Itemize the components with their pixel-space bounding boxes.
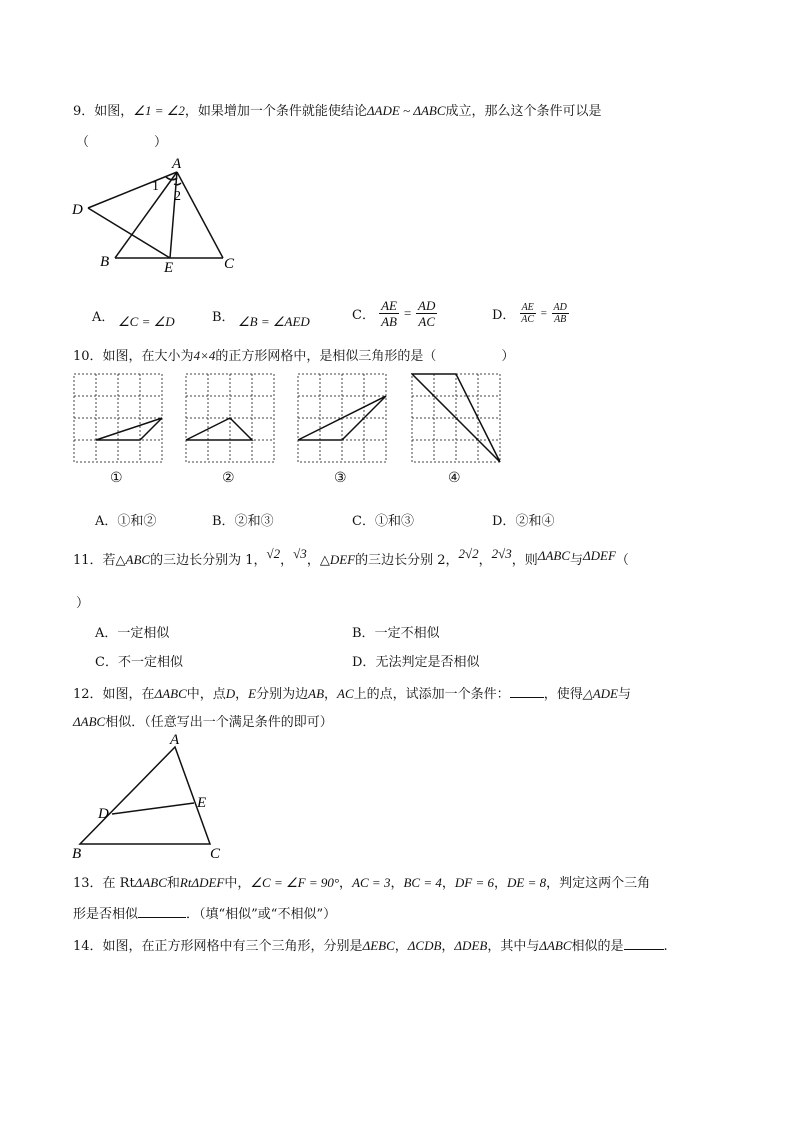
label-e: E	[197, 795, 207, 811]
angle-condition: ∠1 = ∠2	[133, 103, 185, 118]
answer-blank[interactable]	[138, 917, 186, 918]
q11-option-c[interactable]: C．不一定相似	[95, 655, 183, 670]
q10-grid-1	[73, 373, 165, 465]
answer-blank[interactable]	[624, 949, 664, 950]
q10-grid-4	[411, 373, 503, 465]
fraction-ad-ac: $\frac{AD}{AC}$	[418, 298, 436, 329]
label-c: C	[224, 256, 235, 272]
question-number: 14．	[73, 939, 103, 954]
q10-option-b[interactable]: B．②和③	[212, 514, 274, 529]
q10-caption-1: ①	[110, 470, 123, 486]
q9-option-d[interactable]: D． $\frac{AE}{AC}$ = $\frac{AD}{AB}$	[492, 302, 567, 325]
q10-caption-4: ④	[448, 470, 461, 486]
grid-size: 4×4	[193, 348, 216, 363]
q12-figure	[60, 732, 230, 862]
q14-stem: 14．如图，在正方形网格中有三个三角形，分别是ΔEBC，ΔCDB，ΔDEB，其中与ΔABC相似的是 .	[73, 938, 668, 954]
label-b: B	[72, 846, 82, 862]
label-a: A	[170, 732, 180, 748]
label-e: E	[164, 260, 174, 276]
q10-caption-3: ③	[334, 470, 347, 486]
q11-option-a[interactable]: A．一定相似	[95, 626, 170, 641]
q10-triangle-2	[186, 418, 252, 440]
segment-de	[112, 803, 194, 814]
sqrt-2: √2	[266, 546, 281, 561]
q11-option-d[interactable]: D．无法判定是否相似	[352, 655, 480, 670]
label-c: C	[210, 846, 221, 862]
q9-option-b[interactable]: B．	[212, 310, 235, 325]
question-number: 9．	[73, 104, 95, 119]
q10-grid-3	[297, 373, 389, 465]
q11-option-b[interactable]: B．一定不相似	[352, 626, 440, 641]
q9-answer-paren: （ ）	[76, 135, 168, 150]
two-sqrt-2: 2√2	[458, 546, 479, 561]
q13-stem-line2: 形是否相似 ．（填“相似”或“不相似”）	[73, 907, 337, 922]
question-number: 12．	[73, 687, 103, 702]
q12-stem-line1: 12．如图，在ΔABC中，点D，E分别为边AB，AC上的点，试添加一个条件： ，使得△ADE与	[73, 686, 631, 702]
similarity-conclusion: ΔADE ~ ΔABC	[366, 103, 446, 118]
q9-option-a-text: ∠C = ∠D	[118, 314, 175, 329]
q12-stem-line2: ΔABC相似．（任意写出一个满足条件的即可）	[73, 714, 333, 730]
angle-2-arc	[174, 183, 181, 185]
question-number: 10．	[73, 349, 103, 364]
q9-option-c[interactable]: C． $\frac{AE}{AB}$ = $\frac{AD}{AC}$	[352, 298, 436, 329]
label-angle-2: 2	[174, 189, 181, 204]
label-d: D	[72, 202, 83, 218]
fraction-ae-ac: $\frac{AE}{AC}$	[521, 302, 535, 325]
fraction-ae-ab: $\frac{AE}{AB}$	[381, 298, 397, 329]
q10-option-d[interactable]: D．②和④	[492, 514, 555, 529]
q10-triangle-1	[96, 418, 162, 440]
two-sqrt-3: 2√3	[491, 546, 512, 561]
q13-stem-line1: 13．在 RtΔABC和RtΔDEF中，∠C = ∠F = 90°，AC = 3，BC = 4，DF = 6，DE = 8，判定这两个三角	[73, 875, 651, 891]
label-b: B	[100, 254, 110, 270]
q10-caption-2: ②	[222, 470, 235, 486]
label-a: A	[172, 156, 182, 172]
q10-grid-2	[185, 373, 277, 465]
answer-blank[interactable]	[510, 697, 544, 698]
label-d: D	[98, 806, 109, 822]
q9-figure	[60, 150, 260, 280]
q11-stem: 11．若△ABC的三边长分别为 1，√2，√3，△DEF的三边长分别 2，2√2，2√3，则ΔABC与ΔDEF（	[73, 546, 629, 568]
q9-option-a[interactable]: A．	[92, 310, 115, 325]
question-number: 11．	[73, 553, 103, 568]
fraction-ad-ab: $\frac{AD}{AB}$	[553, 302, 567, 325]
q9-stem: 9．如图，∠1 = ∠2，如果增加一个条件就能使结论ΔADE ~ ΔABC成立，那么这个条件可以是	[73, 103, 602, 119]
q11-close-paren: ）	[76, 596, 90, 611]
q9-option-b-text: ∠B = ∠AED	[238, 314, 310, 329]
q12-triangle	[80, 747, 210, 844]
label-angle-1: 1	[152, 179, 159, 194]
q10-option-c[interactable]: C．①和③	[352, 514, 414, 529]
question-number: 13．	[73, 876, 103, 891]
q10-stem: 10．如图，在大小为4×4的正方形网格中，是相似三角形的是（ ）	[73, 348, 515, 364]
sqrt-3: √3	[293, 546, 307, 561]
q10-option-a[interactable]: A．①和②	[95, 514, 157, 529]
